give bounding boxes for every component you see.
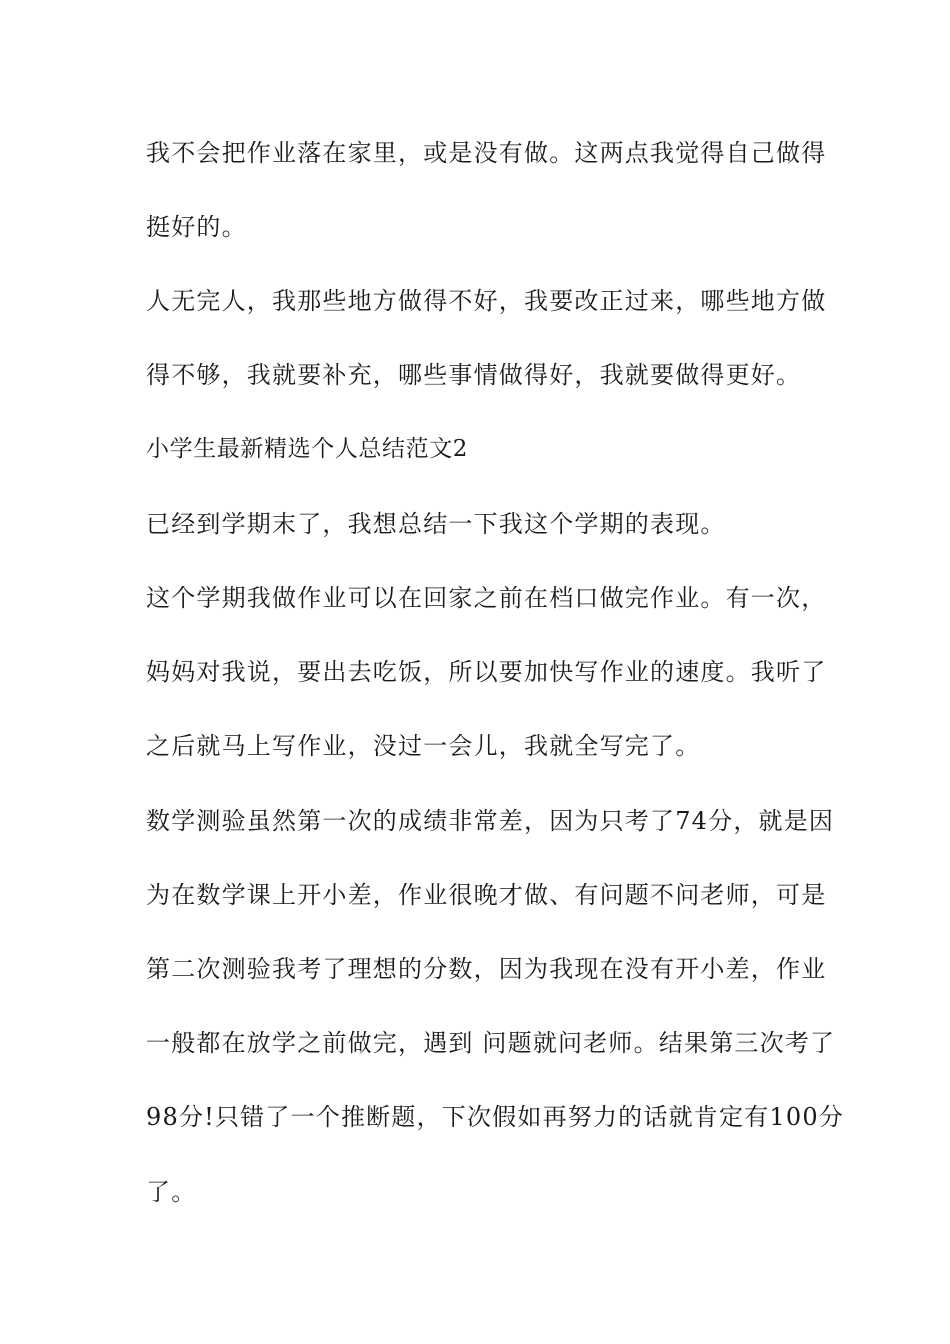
text-line: 得不够，我就要补充，哪些事情做得好，我就要做得更好。 — [146, 361, 802, 389]
section-heading: 小学生最新精选个人总结范文2 — [146, 436, 469, 462]
text-line: 已经到学期末了，我想总结一下我这个学期的表现。 — [146, 510, 726, 538]
text-line: 数学测验虽然第一次的成绩非常差，因为只考了74分，就是因 — [146, 807, 835, 835]
text-line: 人无完人，我那些地方做得不好，我要改正过来，哪些地方做 — [146, 287, 827, 315]
text-line: 98分!只错了一个推断题，下次假如再努力的话就肯定有100分 — [146, 1103, 844, 1131]
text-line: 这个学期我做作业可以在回家之前在档口做完作业。有一次， — [146, 584, 827, 612]
text-line: 之后就马上写作业，没过一会儿，我就全写完了。 — [146, 732, 701, 760]
text-line: 挺好的。 — [146, 213, 247, 241]
text-line: 第二次测验我考了理想的分数，因为我现在没有开小差，作业 — [146, 955, 827, 983]
text-line: 一般都在放学之前做完，遇到 问题就问老师。结果第三次考了 — [146, 1029, 836, 1057]
text-line: 了。 — [146, 1178, 197, 1206]
text-line: 妈妈对我说，要出去吃饭，所以要加快写作业的速度。我听了 — [146, 658, 827, 686]
text-line: 为在数学课上开小差，作业很晚才做、有问题不问老师，可是 — [146, 881, 827, 909]
text-line: 我不会把作业落在家里，或是没有做。这两点我觉得自己做得 — [146, 139, 827, 167]
